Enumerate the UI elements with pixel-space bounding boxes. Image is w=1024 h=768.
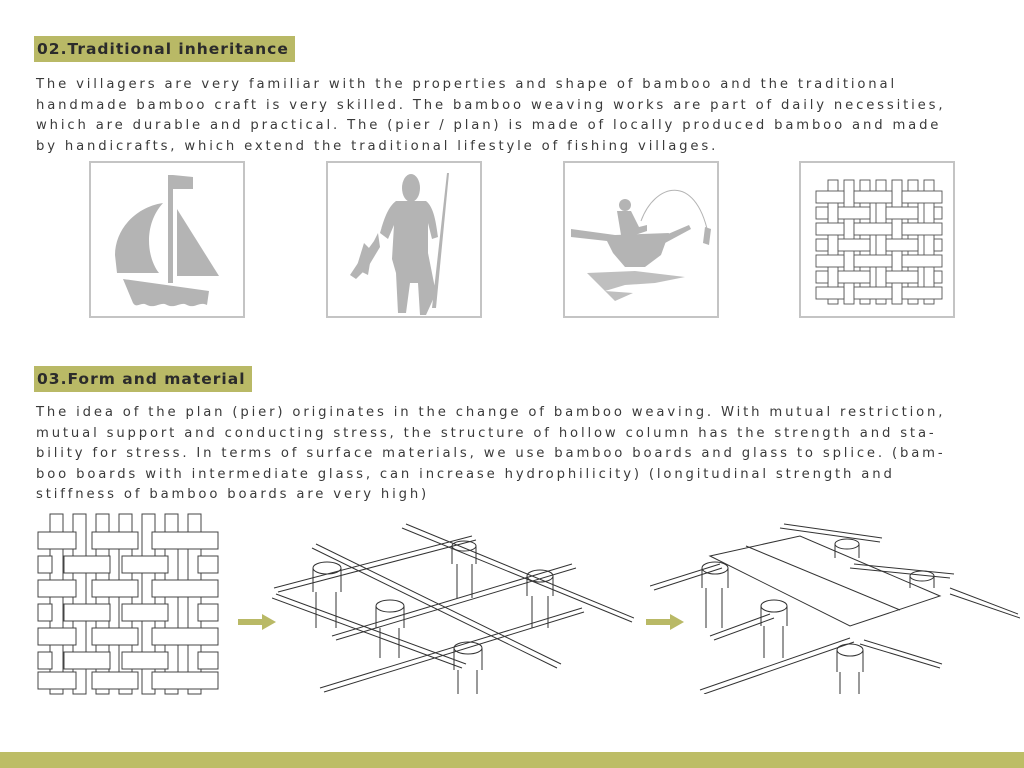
arrow-right-icon [238,614,276,630]
boat-fishing-icon [565,163,717,316]
paragraph-line: by handicrafts, which extend the traditional lifestyle of fishing villages. [36,138,719,154]
paragraph-line: stiffness of bamboo boards are very high) [36,487,430,502]
bamboo-frame-structure-diagram [272,518,634,694]
paragraph-line: handmade bamboo craft is very skilled. The bamboo weaving works are part of daily necessities, [36,97,946,113]
bamboo-weave-icon [801,163,953,316]
sailboat-icon [91,163,243,316]
paragraph-line: mutual support and conducting stress, the structure of hollow column has the strength and sta- [36,425,937,441]
traditional-inheritance-paragraph [36,75,990,157]
boat-fishing-icon-box [563,161,719,318]
section-heading-form-and-material: 03.Form and material [34,366,252,392]
fisherman-icon-box [326,161,482,318]
bamboo-weave-icon-box [799,161,955,318]
paragraph-line: bility for stress. In terms of surface materials, we use bamboo boards and glass to splice. (bam- [36,446,946,461]
decked-pier-structure-diagram [650,518,1020,694]
footer-bar [0,752,1024,768]
section-heading-traditional-inheritance: 02.Traditional inheritance [34,36,295,62]
weave-pattern-diagram [36,512,220,696]
paragraph-line: The idea of the plan (pier) originates in the change of bamboo weaving. With mutual restriction, [36,405,946,420]
fisherman-with-spear-icon [328,163,480,316]
sailboat-icon-box [89,161,245,318]
paragraph-line: which are durable and practical. The (pier / plan) is made of locally produced bamboo and made [36,118,942,133]
form-and-material-paragraph [36,403,990,506]
paragraph-line: boo boards with intermediate glass, can increase hydrophilicity) (longitudinal strength and [36,466,895,482]
paragraph-line: The villagers are very familiar with the properties and shape of bamboo and the traditional [36,77,897,92]
